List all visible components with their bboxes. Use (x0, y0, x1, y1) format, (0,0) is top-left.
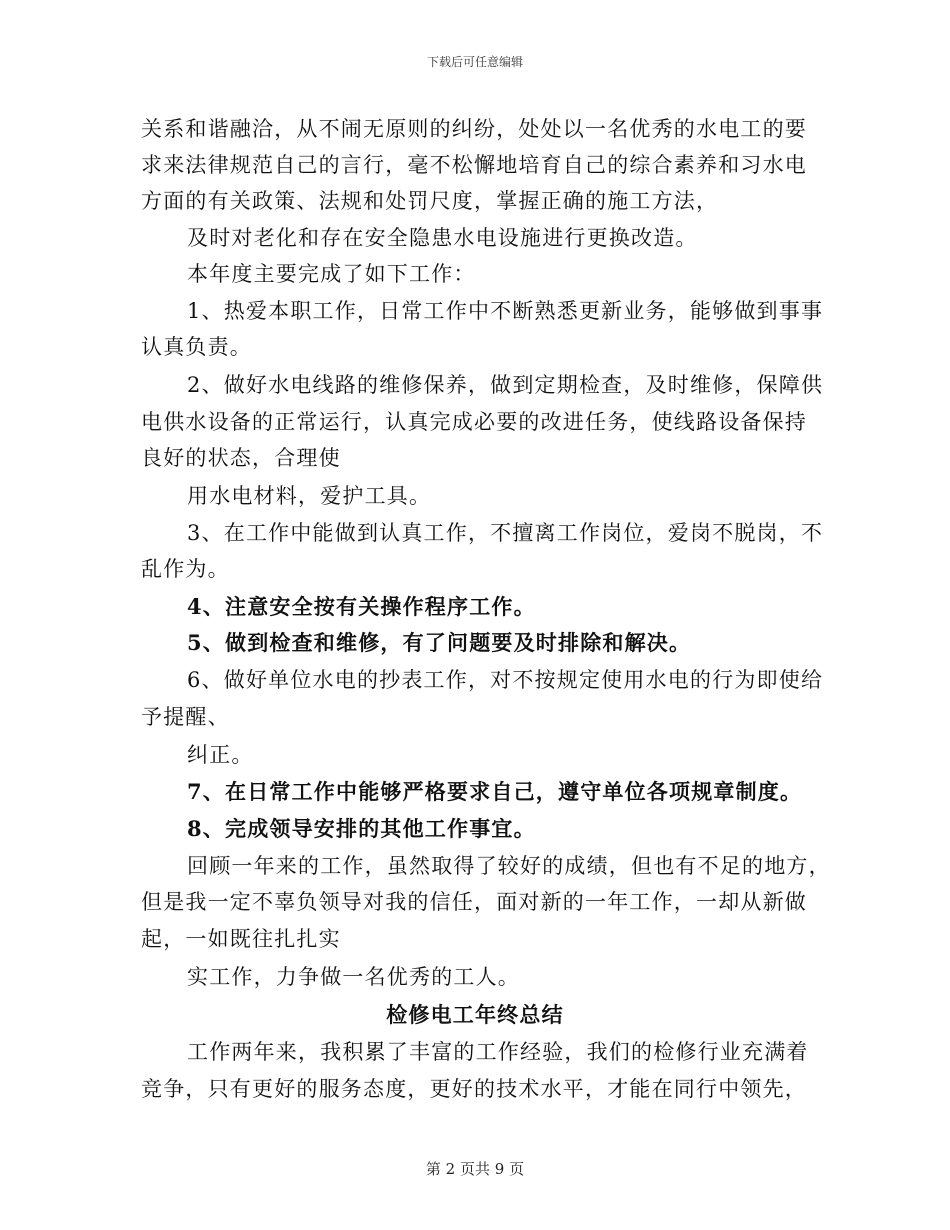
body-line: 本年度主要完成了如下工作： (187, 262, 476, 286)
body-line: 竞争，只有更好的服务态度，更好的技术水平，才能在同行中领先， (141, 1077, 807, 1101)
body-line: 乱作为。 (141, 557, 230, 581)
body-line: 起，一如既往扎扎实 (141, 927, 341, 951)
body-line: 用水电材料，爱护工具。 (187, 484, 432, 508)
list-item: 3、在工作中能做到认真工作，不擅离工作岗位，爱岗不脱岗，不 (187, 521, 824, 545)
list-item: 6、做好单位水电的抄表工作，对不按规定使用水电的行为即使给 (187, 668, 824, 692)
page-header: 下载后可任意编辑 (426, 55, 523, 69)
body-line: 工作两年来，我积累了丰富的工作经验，我们的检修行业充满着 (187, 1040, 809, 1064)
list-item: 5、做到检查和维修，有了问题要及时排除和解决。 (187, 630, 692, 655)
list-item: 8、完成领导安排的其他工作事宜。 (187, 816, 536, 841)
page-footer: 第 2 页共 9 页 (425, 1160, 525, 1178)
body-line: 认真负责。 (141, 335, 252, 359)
body-line: 但是我一定不辜负领导对我的信任，面对新的一年工作，一却从新做 (141, 890, 807, 914)
list-item: 2、做好水电线路的维修保养，做到定期检查，及时维修，保障供 (187, 373, 824, 397)
section-title: 检修电工年终总结 (386, 1002, 564, 1027)
list-item: 4、注意安全按有关操作程序工作。 (187, 594, 536, 619)
body-line: 及时对老化和存在安全隐患水电设施进行更换改造。 (187, 226, 698, 250)
body-line: 回顾一年来的工作，虽然取得了较好的成绩，但也有不足的地方， (187, 854, 831, 878)
body-line: 予提醒、 (141, 705, 230, 729)
list-item: 7、在日常工作中能够严格要求自己，遵守单位各项规章制度。 (187, 779, 803, 804)
body-line: 电供水设备的正常运行，认真完成必要的改进任务，使线路设备保持 (141, 410, 807, 434)
body-line: 关系和谐融洽，从不闹无原则的纠纷，处处以一名优秀的水电工的要 (141, 117, 807, 141)
list-item: 1、热爱本职工作，日常工作中不断熟悉更新业务，能够做到事事 (187, 299, 824, 323)
body-line: 方面的有关政策、法规和处罚尺度，掌握正确的施工方法， (141, 189, 719, 213)
body-line: 实工作，力争做一名优秀的工人。 (187, 965, 520, 989)
body-line: 纠正。 (187, 743, 254, 767)
body-line: 良好的状态，合理使 (141, 446, 341, 470)
body-line: 求来法律规范自己的言行，毫不松懈地培育自己的综合素养和习水电 (141, 153, 807, 177)
